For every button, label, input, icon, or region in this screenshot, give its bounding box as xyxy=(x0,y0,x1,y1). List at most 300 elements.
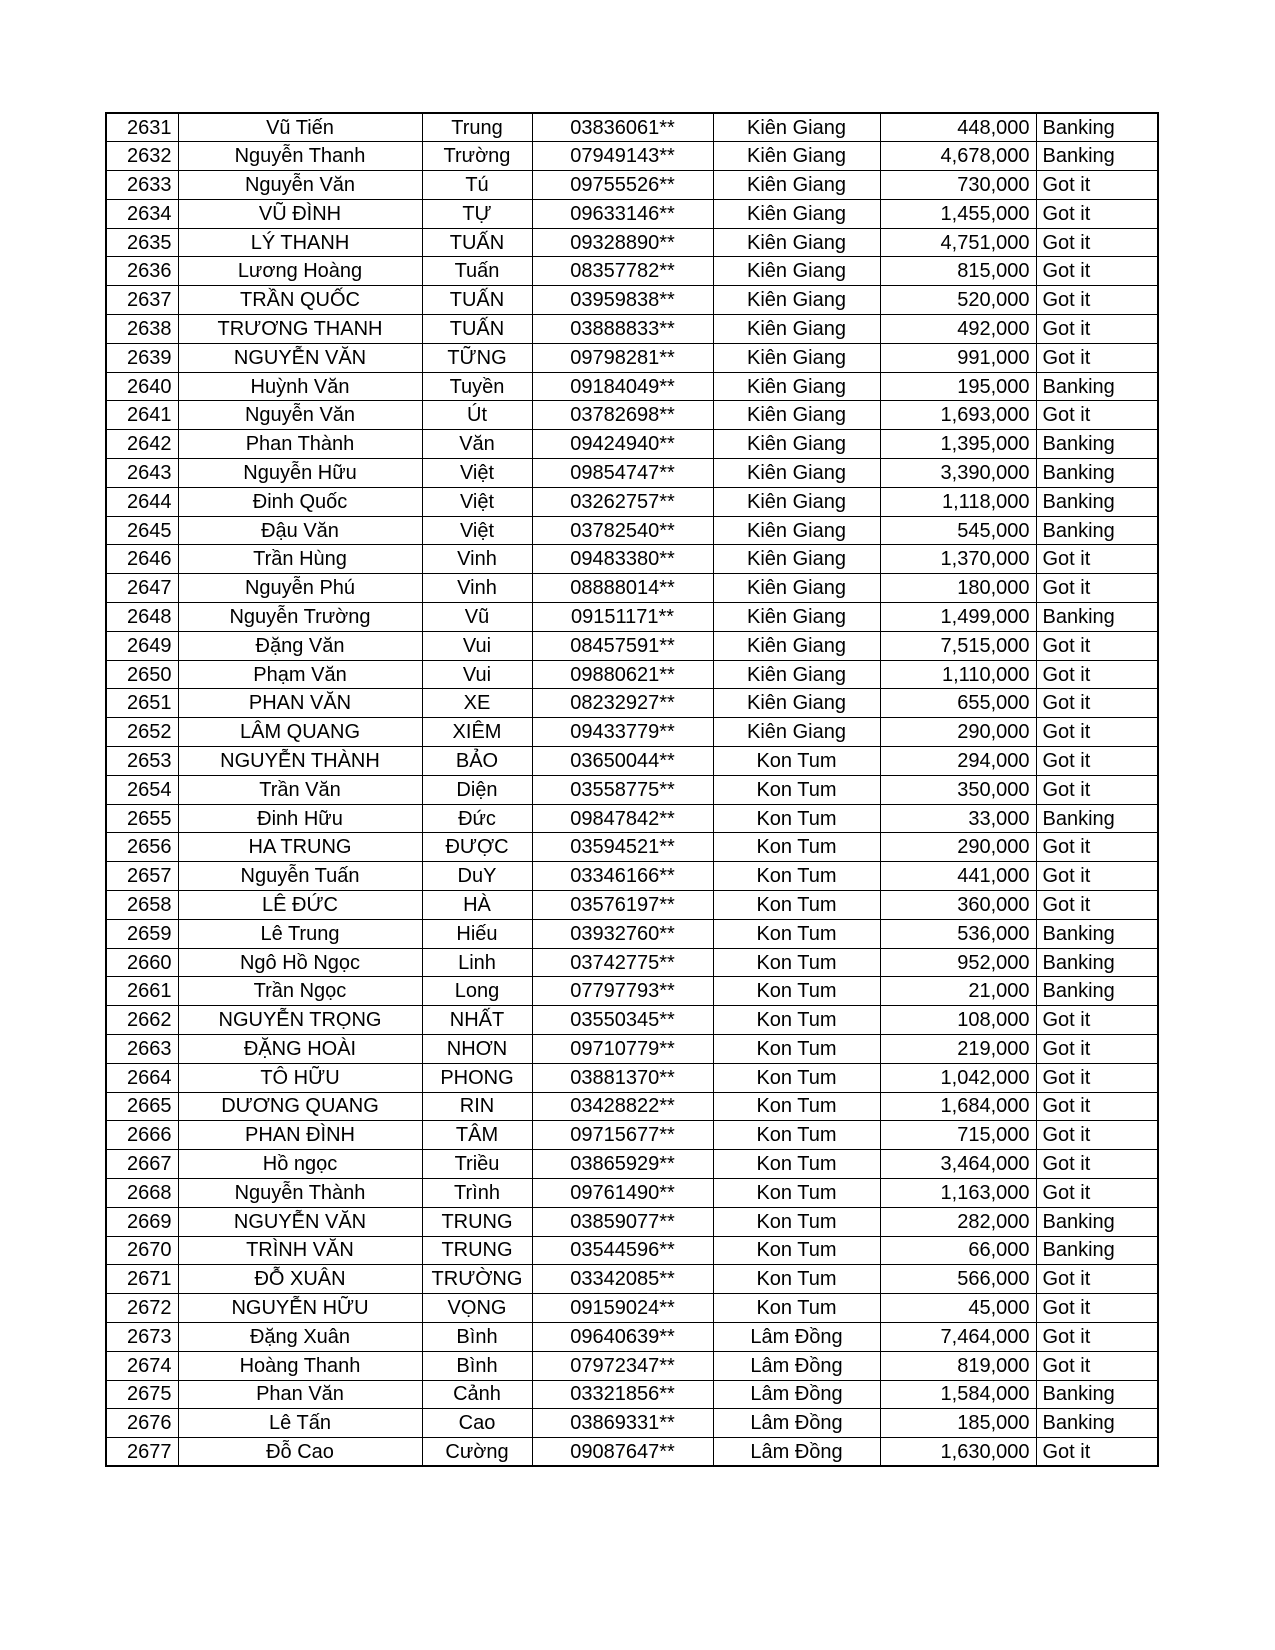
first-name-cell: TUẤN xyxy=(422,315,532,344)
first-name-cell: DuY xyxy=(422,862,532,891)
row-number: 2653 xyxy=(106,747,178,776)
first-name-cell: Cường xyxy=(422,1438,532,1467)
first-name-cell: Vũ xyxy=(422,603,532,632)
phone-cell: 08357782** xyxy=(532,257,713,286)
province-cell: Kon Tum xyxy=(713,1265,880,1294)
first-name-cell: Tuyền xyxy=(422,372,532,401)
phone-cell: 03262757** xyxy=(532,487,713,516)
table-row xyxy=(106,1409,1158,1438)
status-cell: Got it xyxy=(1036,228,1158,257)
table-row xyxy=(106,286,1158,315)
amount-cell: 566,000 xyxy=(880,1265,1036,1294)
phone-cell: 03544596** xyxy=(532,1236,713,1265)
province-cell: Kiên Giang xyxy=(713,401,880,430)
last-name-cell: Lê Trung xyxy=(178,919,422,948)
first-name-cell: TÂM xyxy=(422,1121,532,1150)
row-number: 2661 xyxy=(106,977,178,1006)
status-cell: Got it xyxy=(1036,1121,1158,1150)
province-cell: Kon Tum xyxy=(713,1006,880,1035)
amount-cell: 33,000 xyxy=(880,804,1036,833)
province-cell: Kiên Giang xyxy=(713,199,880,228)
amount-cell: 1,584,000 xyxy=(880,1380,1036,1409)
phone-cell: 03959838** xyxy=(532,286,713,315)
status-cell: Banking xyxy=(1036,603,1158,632)
last-name-cell: Phạm Văn xyxy=(178,660,422,689)
amount-cell: 4,678,000 xyxy=(880,142,1036,171)
amount-cell: 730,000 xyxy=(880,171,1036,200)
phone-cell: 03428822** xyxy=(532,1092,713,1121)
last-name-cell: NGUYỄN HỮU xyxy=(178,1294,422,1323)
status-cell: Got it xyxy=(1036,747,1158,776)
status-cell: Got it xyxy=(1036,1265,1158,1294)
province-cell: Kiên Giang xyxy=(713,286,880,315)
row-number: 2664 xyxy=(106,1063,178,1092)
first-name-cell: Cảnh xyxy=(422,1380,532,1409)
phone-cell: 09151171** xyxy=(532,603,713,632)
last-name-cell: Đinh Hữu xyxy=(178,804,422,833)
phone-cell: 03932760** xyxy=(532,919,713,948)
province-cell: Kiên Giang xyxy=(713,372,880,401)
table-row xyxy=(106,660,1158,689)
amount-cell: 441,000 xyxy=(880,862,1036,891)
table-row xyxy=(106,1265,1158,1294)
row-number: 2641 xyxy=(106,401,178,430)
row-number: 2651 xyxy=(106,689,178,718)
amount-cell: 219,000 xyxy=(880,1035,1036,1064)
province-cell: Kiên Giang xyxy=(713,257,880,286)
province-cell: Kiên Giang xyxy=(713,545,880,574)
status-cell: Got it xyxy=(1036,315,1158,344)
phone-cell: 09640639** xyxy=(532,1322,713,1351)
table-row xyxy=(106,1006,1158,1035)
last-name-cell: Huỳnh Văn xyxy=(178,372,422,401)
table-row xyxy=(106,603,1158,632)
first-name-cell: TRƯỜNG xyxy=(422,1265,532,1294)
province-cell: Kiên Giang xyxy=(713,718,880,747)
row-number: 2635 xyxy=(106,228,178,257)
first-name-cell: Triều xyxy=(422,1150,532,1179)
amount-cell: 1,110,000 xyxy=(880,660,1036,689)
province-cell: Kon Tum xyxy=(713,948,880,977)
row-number: 2643 xyxy=(106,459,178,488)
province-cell: Kiên Giang xyxy=(713,315,880,344)
table-row xyxy=(106,171,1158,200)
table-row xyxy=(106,1294,1158,1323)
amount-cell: 536,000 xyxy=(880,919,1036,948)
last-name-cell: Lương Hoàng xyxy=(178,257,422,286)
province-cell: Kon Tum xyxy=(713,919,880,948)
status-cell: Got it xyxy=(1036,1063,1158,1092)
first-name-cell: TRUNG xyxy=(422,1207,532,1236)
status-cell: Got it xyxy=(1036,257,1158,286)
table-row xyxy=(106,804,1158,833)
phone-cell: 09433779** xyxy=(532,718,713,747)
amount-cell: 1,693,000 xyxy=(880,401,1036,430)
first-name-cell: HÀ xyxy=(422,891,532,920)
table-row xyxy=(106,1207,1158,1236)
province-cell: Kiên Giang xyxy=(713,660,880,689)
last-name-cell: ĐỖ XUÂN xyxy=(178,1265,422,1294)
province-cell: Kon Tum xyxy=(713,1092,880,1121)
table-row xyxy=(106,1150,1158,1179)
amount-cell: 350,000 xyxy=(880,775,1036,804)
amount-cell: 815,000 xyxy=(880,257,1036,286)
phone-cell: 08457591** xyxy=(532,631,713,660)
phone-cell: 03346166** xyxy=(532,862,713,891)
table-row xyxy=(106,1178,1158,1207)
phone-cell: 08232927** xyxy=(532,689,713,718)
status-cell: Got it xyxy=(1036,1092,1158,1121)
row-number: 2660 xyxy=(106,948,178,977)
phone-cell: 03865929** xyxy=(532,1150,713,1179)
province-cell: Kon Tum xyxy=(713,775,880,804)
status-cell: Got it xyxy=(1036,1178,1158,1207)
table-row xyxy=(106,430,1158,459)
status-cell: Banking xyxy=(1036,430,1158,459)
phone-cell: 09854747** xyxy=(532,459,713,488)
first-name-cell: Bình xyxy=(422,1322,532,1351)
first-name-cell: TỮNG xyxy=(422,343,532,372)
phone-cell: 03576197** xyxy=(532,891,713,920)
first-name-cell: Việt xyxy=(422,487,532,516)
table-row xyxy=(106,545,1158,574)
phone-cell: 09755526** xyxy=(532,171,713,200)
status-cell: Banking xyxy=(1036,977,1158,1006)
province-cell: Kon Tum xyxy=(713,1236,880,1265)
amount-cell: 66,000 xyxy=(880,1236,1036,1265)
phone-cell: 09633146** xyxy=(532,199,713,228)
province-cell: Kon Tum xyxy=(713,977,880,1006)
amount-cell: 1,684,000 xyxy=(880,1092,1036,1121)
last-name-cell: LÊ ĐỨC xyxy=(178,891,422,920)
amount-cell: 7,515,000 xyxy=(880,631,1036,660)
amount-cell: 45,000 xyxy=(880,1294,1036,1323)
phone-cell: 03321856** xyxy=(532,1380,713,1409)
province-cell: Kiên Giang xyxy=(713,487,880,516)
row-number: 2633 xyxy=(106,171,178,200)
amount-cell: 1,370,000 xyxy=(880,545,1036,574)
province-cell: Kiên Giang xyxy=(713,142,880,171)
first-name-cell: TỰ xyxy=(422,199,532,228)
row-number: 2649 xyxy=(106,631,178,660)
row-number: 2658 xyxy=(106,891,178,920)
row-number: 2675 xyxy=(106,1380,178,1409)
province-cell: Kiên Giang xyxy=(713,603,880,632)
last-name-cell: Nguyễn Thanh xyxy=(178,142,422,171)
phone-cell: 03594521** xyxy=(532,833,713,862)
table-row xyxy=(106,919,1158,948)
first-name-cell: Út xyxy=(422,401,532,430)
last-name-cell: Đậu Văn xyxy=(178,516,422,545)
province-cell: Kiên Giang xyxy=(713,343,880,372)
table-row xyxy=(106,459,1158,488)
first-name-cell: TUẤN xyxy=(422,286,532,315)
phone-cell: 07949143** xyxy=(532,142,713,171)
last-name-cell: LÂM QUANG xyxy=(178,718,422,747)
amount-cell: 991,000 xyxy=(880,343,1036,372)
first-name-cell: RIN xyxy=(422,1092,532,1121)
last-name-cell: Nguyễn Trường xyxy=(178,603,422,632)
phone-cell: 07797793** xyxy=(532,977,713,1006)
first-name-cell: Trường xyxy=(422,142,532,171)
phone-cell: 09761490** xyxy=(532,1178,713,1207)
first-name-cell: Linh xyxy=(422,948,532,977)
phone-cell: 09328890** xyxy=(532,228,713,257)
row-number: 2638 xyxy=(106,315,178,344)
row-number: 2668 xyxy=(106,1178,178,1207)
status-cell: Got it xyxy=(1036,343,1158,372)
first-name-cell: Đức xyxy=(422,804,532,833)
amount-cell: 290,000 xyxy=(880,833,1036,862)
row-number: 2669 xyxy=(106,1207,178,1236)
status-cell: Got it xyxy=(1036,775,1158,804)
row-number: 2640 xyxy=(106,372,178,401)
last-name-cell: NGUYỄN TRỌNG xyxy=(178,1006,422,1035)
phone-cell: 03782540** xyxy=(532,516,713,545)
table-row xyxy=(106,113,1158,142)
table-row xyxy=(106,977,1158,1006)
amount-cell: 21,000 xyxy=(880,977,1036,1006)
row-number: 2636 xyxy=(106,257,178,286)
last-name-cell: Nguyễn Hữu xyxy=(178,459,422,488)
status-cell: Got it xyxy=(1036,199,1158,228)
last-name-cell: Phan Thành xyxy=(178,430,422,459)
province-cell: Kiên Giang xyxy=(713,574,880,603)
phone-cell: 03558775** xyxy=(532,775,713,804)
table-row xyxy=(106,372,1158,401)
row-number: 2673 xyxy=(106,1322,178,1351)
status-cell: Got it xyxy=(1036,1322,1158,1351)
row-number: 2655 xyxy=(106,804,178,833)
first-name-cell: Vinh xyxy=(422,545,532,574)
last-name-cell: DƯƠNG QUANG xyxy=(178,1092,422,1121)
amount-cell: 3,464,000 xyxy=(880,1150,1036,1179)
province-cell: Kiên Giang xyxy=(713,631,880,660)
last-name-cell: Vũ Tiến xyxy=(178,113,422,142)
last-name-cell: TRÌNH VĂN xyxy=(178,1236,422,1265)
amount-cell: 1,499,000 xyxy=(880,603,1036,632)
province-cell: Kon Tum xyxy=(713,804,880,833)
province-cell: Lâm Đồng xyxy=(713,1380,880,1409)
status-cell: Got it xyxy=(1036,1150,1158,1179)
last-name-cell: NGUYỄN THÀNH xyxy=(178,747,422,776)
row-number: 2632 xyxy=(106,142,178,171)
last-name-cell: PHAN VĂN xyxy=(178,689,422,718)
first-name-cell: Văn xyxy=(422,430,532,459)
phone-cell: 03881370** xyxy=(532,1063,713,1092)
status-cell: Got it xyxy=(1036,660,1158,689)
first-name-cell: Diện xyxy=(422,775,532,804)
row-number: 2652 xyxy=(106,718,178,747)
status-cell: Banking xyxy=(1036,1236,1158,1265)
amount-cell: 7,464,000 xyxy=(880,1322,1036,1351)
first-name-cell: TRUNG xyxy=(422,1236,532,1265)
phone-cell: 03650044** xyxy=(532,747,713,776)
status-cell: Banking xyxy=(1036,113,1158,142)
phone-cell: 09710779** xyxy=(532,1035,713,1064)
first-name-cell: Trình xyxy=(422,1178,532,1207)
first-name-cell: Vinh xyxy=(422,574,532,603)
phone-cell: 09184049** xyxy=(532,372,713,401)
last-name-cell: Nguyễn Văn xyxy=(178,171,422,200)
row-number: 2677 xyxy=(106,1438,178,1467)
last-name-cell: TÔ HỮU xyxy=(178,1063,422,1092)
status-cell: Got it xyxy=(1036,171,1158,200)
first-name-cell: NHẤT xyxy=(422,1006,532,1035)
first-name-cell: Hiếu xyxy=(422,919,532,948)
row-number: 2657 xyxy=(106,862,178,891)
amount-cell: 819,000 xyxy=(880,1351,1036,1380)
last-name-cell: HA TRUNG xyxy=(178,833,422,862)
status-cell: Banking xyxy=(1036,948,1158,977)
status-cell: Banking xyxy=(1036,459,1158,488)
row-number: 2637 xyxy=(106,286,178,315)
table-row xyxy=(106,142,1158,171)
phone-cell: 08888014** xyxy=(532,574,713,603)
last-name-cell: Đỗ Cao xyxy=(178,1438,422,1467)
first-name-cell: XIÊM xyxy=(422,718,532,747)
phone-cell: 07972347** xyxy=(532,1351,713,1380)
row-number: 2639 xyxy=(106,343,178,372)
row-number: 2665 xyxy=(106,1092,178,1121)
phone-cell: 09424940** xyxy=(532,430,713,459)
status-cell: Banking xyxy=(1036,142,1158,171)
province-cell: Kon Tum xyxy=(713,1121,880,1150)
table-row xyxy=(106,1236,1158,1265)
status-cell: Banking xyxy=(1036,1207,1158,1236)
province-cell: Kon Tum xyxy=(713,833,880,862)
status-cell: Got it xyxy=(1036,862,1158,891)
amount-cell: 1,455,000 xyxy=(880,199,1036,228)
row-number: 2670 xyxy=(106,1236,178,1265)
first-name-cell: TUẤN xyxy=(422,228,532,257)
status-cell: Banking xyxy=(1036,372,1158,401)
province-cell: Kiên Giang xyxy=(713,459,880,488)
first-name-cell: Tú xyxy=(422,171,532,200)
table-row xyxy=(106,401,1158,430)
row-number: 2650 xyxy=(106,660,178,689)
row-number: 2672 xyxy=(106,1294,178,1323)
province-cell: Kon Tum xyxy=(713,1294,880,1323)
row-number: 2631 xyxy=(106,113,178,142)
amount-cell: 1,163,000 xyxy=(880,1178,1036,1207)
first-name-cell: Cao xyxy=(422,1409,532,1438)
province-cell: Lâm Đồng xyxy=(713,1438,880,1467)
amount-cell: 715,000 xyxy=(880,1121,1036,1150)
first-name-cell: VỌNG xyxy=(422,1294,532,1323)
last-name-cell: Nguyễn Phú xyxy=(178,574,422,603)
row-number: 2648 xyxy=(106,603,178,632)
amount-cell: 282,000 xyxy=(880,1207,1036,1236)
phone-cell: 03888833** xyxy=(532,315,713,344)
status-cell: Banking xyxy=(1036,1380,1158,1409)
table-row xyxy=(106,1035,1158,1064)
last-name-cell: TRẦN QUỐC xyxy=(178,286,422,315)
table-body xyxy=(106,113,1158,1466)
first-name-cell: Vui xyxy=(422,631,532,660)
province-cell: Kiên Giang xyxy=(713,171,880,200)
table-row xyxy=(106,1092,1158,1121)
table-row xyxy=(106,1438,1158,1467)
last-name-cell: Trần Văn xyxy=(178,775,422,804)
province-cell: Kon Tum xyxy=(713,862,880,891)
row-number: 2644 xyxy=(106,487,178,516)
row-number: 2659 xyxy=(106,919,178,948)
last-name-cell: Nguyễn Văn xyxy=(178,401,422,430)
province-cell: Kon Tum xyxy=(713,1178,880,1207)
status-cell: Got it xyxy=(1036,689,1158,718)
table-row xyxy=(106,1121,1158,1150)
amount-cell: 3,390,000 xyxy=(880,459,1036,488)
last-name-cell: TRƯƠNG THANH xyxy=(178,315,422,344)
phone-cell: 09847842** xyxy=(532,804,713,833)
amount-cell: 294,000 xyxy=(880,747,1036,776)
status-cell: Got it xyxy=(1036,1035,1158,1064)
amount-cell: 1,630,000 xyxy=(880,1438,1036,1467)
last-name-cell: Trần Hùng xyxy=(178,545,422,574)
table-row xyxy=(106,228,1158,257)
province-cell: Kiên Giang xyxy=(713,689,880,718)
phone-cell: 09087647** xyxy=(532,1438,713,1467)
table-row xyxy=(106,1351,1158,1380)
first-name-cell: NHƠN xyxy=(422,1035,532,1064)
row-number: 2656 xyxy=(106,833,178,862)
last-name-cell: Phan Văn xyxy=(178,1380,422,1409)
row-number: 2674 xyxy=(106,1351,178,1380)
amount-cell: 1,395,000 xyxy=(880,430,1036,459)
last-name-cell: Trần Ngọc xyxy=(178,977,422,1006)
last-name-cell: Nguyễn Tuấn xyxy=(178,862,422,891)
amount-cell: 180,000 xyxy=(880,574,1036,603)
phone-cell: 03869331** xyxy=(532,1409,713,1438)
last-name-cell: Nguyễn Thành xyxy=(178,1178,422,1207)
row-number: 2634 xyxy=(106,199,178,228)
province-cell: Lâm Đồng xyxy=(713,1322,880,1351)
phone-cell: 03342085** xyxy=(532,1265,713,1294)
row-number: 2667 xyxy=(106,1150,178,1179)
amount-cell: 185,000 xyxy=(880,1409,1036,1438)
province-cell: Kon Tum xyxy=(713,891,880,920)
phone-cell: 03836061** xyxy=(532,113,713,142)
table-row xyxy=(106,1063,1158,1092)
phone-cell: 09483380** xyxy=(532,545,713,574)
amount-cell: 195,000 xyxy=(880,372,1036,401)
status-cell: Got it xyxy=(1036,545,1158,574)
row-number: 2676 xyxy=(106,1409,178,1438)
province-cell: Kiên Giang xyxy=(713,516,880,545)
amount-cell: 4,751,000 xyxy=(880,228,1036,257)
status-cell: Banking xyxy=(1036,487,1158,516)
first-name-cell: XE xyxy=(422,689,532,718)
table-row xyxy=(106,257,1158,286)
table-row xyxy=(106,775,1158,804)
first-name-cell: Việt xyxy=(422,459,532,488)
phone-cell: 09159024** xyxy=(532,1294,713,1323)
table-row xyxy=(106,747,1158,776)
last-name-cell: NGUYỄN VĂN xyxy=(178,1207,422,1236)
status-cell: Got it xyxy=(1036,718,1158,747)
first-name-cell: Vui xyxy=(422,660,532,689)
last-name-cell: Đinh Quốc xyxy=(178,487,422,516)
province-cell: Kiên Giang xyxy=(713,228,880,257)
amount-cell: 520,000 xyxy=(880,286,1036,315)
last-name-cell: Hồ ngọc xyxy=(178,1150,422,1179)
first-name-cell: Long xyxy=(422,977,532,1006)
first-name-cell: BẢO xyxy=(422,747,532,776)
amount-cell: 492,000 xyxy=(880,315,1036,344)
row-number: 2666 xyxy=(106,1121,178,1150)
last-name-cell: VŨ ĐÌNH xyxy=(178,199,422,228)
